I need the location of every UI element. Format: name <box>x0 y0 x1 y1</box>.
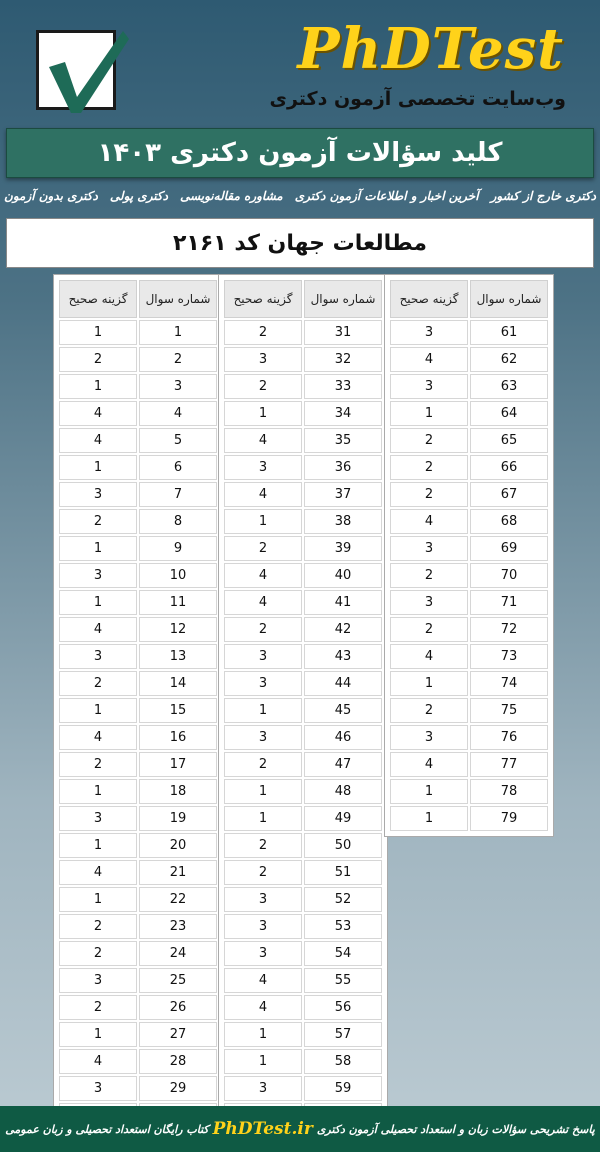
table-row <box>59 455 217 480</box>
answer-table <box>388 278 550 833</box>
answer-cell: 1 <box>224 806 302 831</box>
question-number-cell: 15 <box>139 698 217 723</box>
answer-cell: 4 <box>59 617 137 642</box>
table-row <box>224 401 382 426</box>
question-number-cell: 26 <box>139 995 217 1020</box>
question-number-cell: 70 <box>470 563 548 588</box>
answer-cell: 1 <box>224 1049 302 1074</box>
table-row <box>390 779 548 804</box>
table-row <box>59 536 217 561</box>
question-number-cell: 4 <box>139 401 217 426</box>
table-row <box>224 617 382 642</box>
answer-cell: 2 <box>59 752 137 777</box>
answer-cell: 3 <box>390 536 468 561</box>
question-number-cell: 22 <box>139 887 217 912</box>
answer-cell: 3 <box>390 320 468 345</box>
answer-cell: 3 <box>390 590 468 615</box>
table-row <box>224 968 382 993</box>
site-tagline: وب‌سایت تخصصی آزمون دکتری <box>269 88 566 110</box>
question-number-cell: 54 <box>304 941 382 966</box>
footer-text-left: پاسخ تشریحی سؤالات زبان و استعداد تحصیلی آزمون دکتری <box>316 1122 595 1136</box>
table-row <box>224 671 382 696</box>
question-number-cell: 76 <box>470 725 548 750</box>
answer-cell: 1 <box>59 455 137 480</box>
answer-cell: 2 <box>59 941 137 966</box>
answer-cell: 4 <box>390 752 468 777</box>
table-row <box>59 968 217 993</box>
header-question-number: شماره سوال <box>139 280 217 318</box>
answer-cell: 3 <box>224 347 302 372</box>
question-number-cell: 51 <box>304 860 382 885</box>
table-row <box>224 860 382 885</box>
answer-table-1-30 <box>53 274 223 1134</box>
table-row <box>59 428 217 453</box>
answer-cell: 1 <box>224 1022 302 1047</box>
table-row <box>224 455 382 480</box>
question-number-cell: 25 <box>139 968 217 993</box>
question-number-cell: 66 <box>470 455 548 480</box>
question-number-cell: 47 <box>304 752 382 777</box>
question-number-cell: 44 <box>304 671 382 696</box>
question-number-cell: 14 <box>139 671 217 696</box>
question-number-cell: 6 <box>139 455 217 480</box>
table-row <box>224 1022 382 1047</box>
answer-cell: 1 <box>59 833 137 858</box>
answer-cell: 1 <box>59 779 137 804</box>
question-number-cell: 34 <box>304 401 382 426</box>
table-row <box>59 779 217 804</box>
answer-cell: 1 <box>224 509 302 534</box>
question-number-cell: 1 <box>139 320 217 345</box>
table-row <box>224 374 382 399</box>
question-number-cell: 62 <box>470 347 548 372</box>
answer-cell: 2 <box>390 455 468 480</box>
question-number-cell: 74 <box>470 671 548 696</box>
question-number-cell: 35 <box>304 428 382 453</box>
table-row <box>59 320 217 345</box>
question-number-cell: 69 <box>470 536 548 561</box>
footer-banner[interactable] <box>0 1106 600 1152</box>
table-row <box>224 482 382 507</box>
answer-table-31-60 <box>218 274 388 1134</box>
answer-cell: 1 <box>224 698 302 723</box>
question-number-cell: 72 <box>470 617 548 642</box>
question-number-cell: 55 <box>304 968 382 993</box>
question-number-cell: 36 <box>304 455 382 480</box>
question-number-cell: 43 <box>304 644 382 669</box>
question-number-cell: 40 <box>304 563 382 588</box>
question-number-cell: 24 <box>139 941 217 966</box>
answer-cell: 1 <box>59 887 137 912</box>
question-number-cell: 38 <box>304 509 382 534</box>
answer-cell: 2 <box>390 428 468 453</box>
table-row <box>224 833 382 858</box>
table-row <box>59 401 217 426</box>
table-row <box>390 320 548 345</box>
answer-cell: 1 <box>59 590 137 615</box>
answer-cell: 2 <box>59 509 137 534</box>
table-row <box>224 536 382 561</box>
table-row <box>59 347 217 372</box>
question-number-cell: 16 <box>139 725 217 750</box>
table-row <box>390 374 548 399</box>
answer-cell: 2 <box>224 752 302 777</box>
question-number-cell: 57 <box>304 1022 382 1047</box>
table-row <box>390 806 548 831</box>
table-row <box>390 617 548 642</box>
answer-cell: 3 <box>390 725 468 750</box>
answer-cell: 2 <box>224 617 302 642</box>
answer-cell: 3 <box>390 374 468 399</box>
question-number-cell: 78 <box>470 779 548 804</box>
subject-bar <box>6 218 594 268</box>
header-correct-option: گزینه صحیح <box>390 280 468 318</box>
question-number-cell: 49 <box>304 806 382 831</box>
answer-cell: 1 <box>59 1022 137 1047</box>
answer-cell: 3 <box>59 968 137 993</box>
table-row <box>390 644 548 669</box>
question-number-cell: 19 <box>139 806 217 831</box>
table-row <box>224 941 382 966</box>
header-correct-option: گزینه صحیح <box>59 280 137 318</box>
answer-cell: 3 <box>224 671 302 696</box>
question-number-cell: 53 <box>304 914 382 939</box>
question-number-cell: 45 <box>304 698 382 723</box>
answer-cell: 1 <box>224 401 302 426</box>
table-row <box>59 671 217 696</box>
answer-cell: 2 <box>224 860 302 885</box>
answer-cell: 2 <box>390 698 468 723</box>
question-number-cell: 52 <box>304 887 382 912</box>
footer-text-right: کتاب رایگان استعداد تحصیلی و زبان عمومی <box>5 1122 209 1136</box>
question-number-cell: 32 <box>304 347 382 372</box>
nav-link-news[interactable]: آخرین اخبار و اطلاعات آزمون دکتری <box>294 189 479 203</box>
question-number-cell: 31 <box>304 320 382 345</box>
answer-cell: 4 <box>224 563 302 588</box>
answer-cell: 4 <box>224 968 302 993</box>
footer-brand[interactable]: PhDTest.ir <box>212 1119 313 1139</box>
answer-table <box>57 278 219 1130</box>
question-number-cell: 63 <box>470 374 548 399</box>
question-number-cell: 9 <box>139 536 217 561</box>
answer-cell: 1 <box>59 536 137 561</box>
nav-link-no-exam[interactable]: دکتری بدون آزمون <box>4 189 98 203</box>
table-row <box>59 1076 217 1101</box>
nav-link-abroad[interactable]: دکتری خارج از کشور <box>490 189 596 203</box>
table-row <box>390 428 548 453</box>
answer-cell: 3 <box>224 644 302 669</box>
table-row <box>59 995 217 1020</box>
question-number-cell: 56 <box>304 995 382 1020</box>
table-row <box>224 644 382 669</box>
table-row <box>390 590 548 615</box>
question-number-cell: 29 <box>139 1076 217 1101</box>
table-row <box>59 374 217 399</box>
table-row <box>224 752 382 777</box>
answer-cell: 4 <box>390 509 468 534</box>
question-number-cell: 59 <box>304 1076 382 1101</box>
answer-cell: 3 <box>224 725 302 750</box>
table-row <box>390 698 548 723</box>
table-row <box>224 887 382 912</box>
table-row <box>224 428 382 453</box>
table-row <box>224 1076 382 1101</box>
table-row <box>390 671 548 696</box>
question-number-cell: 68 <box>470 509 548 534</box>
answer-cell: 4 <box>224 428 302 453</box>
question-number-cell: 64 <box>470 401 548 426</box>
answer-cell: 1 <box>59 374 137 399</box>
table-row <box>390 509 548 534</box>
answer-cell: 4 <box>59 1049 137 1074</box>
table-row <box>59 887 217 912</box>
answer-cell: 4 <box>59 860 137 885</box>
table-row <box>59 509 217 534</box>
header-correct-option: گزینه صحیح <box>224 280 302 318</box>
answer-cell: 2 <box>224 374 302 399</box>
table-row <box>59 860 217 885</box>
answer-cell: 2 <box>224 833 302 858</box>
answer-cell: 3 <box>224 914 302 939</box>
table-row <box>224 563 382 588</box>
table-row <box>390 347 548 372</box>
table-row <box>59 833 217 858</box>
table-row <box>59 752 217 777</box>
question-number-cell: 8 <box>139 509 217 534</box>
header-question-number: شماره سوال <box>304 280 382 318</box>
table-row <box>390 563 548 588</box>
question-number-cell: 67 <box>470 482 548 507</box>
table-row <box>224 914 382 939</box>
question-number-cell: 65 <box>470 428 548 453</box>
question-number-cell: 12 <box>139 617 217 642</box>
answer-cell: 2 <box>59 671 137 696</box>
question-number-cell: 7 <box>139 482 217 507</box>
answer-cell: 1 <box>390 806 468 831</box>
table-row <box>59 725 217 750</box>
table-header-row <box>390 280 548 318</box>
question-number-cell: 3 <box>139 374 217 399</box>
question-number-cell: 50 <box>304 833 382 858</box>
answer-cell: 4 <box>59 428 137 453</box>
question-number-cell: 42 <box>304 617 382 642</box>
subject-title: مطالعات جهان کد ۲۱۶۱ <box>173 230 427 256</box>
question-number-cell: 48 <box>304 779 382 804</box>
table-row <box>390 455 548 480</box>
table-row <box>390 401 548 426</box>
answer-cell: 3 <box>59 482 137 507</box>
answer-cell: 3 <box>224 455 302 480</box>
question-number-cell: 41 <box>304 590 382 615</box>
nav-link-article-consulting[interactable]: مشاوره مقاله‌نویسی <box>180 189 283 203</box>
table-row <box>224 779 382 804</box>
header-question-number: شماره سوال <box>470 280 548 318</box>
table-row <box>224 995 382 1020</box>
nav-links <box>4 189 596 215</box>
table-header-row <box>224 280 382 318</box>
answer-cell: 1 <box>59 320 137 345</box>
answer-cell: 4 <box>224 482 302 507</box>
table-row <box>224 1049 382 1074</box>
table-row <box>224 590 382 615</box>
answer-cell: 3 <box>224 887 302 912</box>
table-header-row <box>59 280 217 318</box>
answer-cell: 3 <box>59 644 137 669</box>
question-number-cell: 17 <box>139 752 217 777</box>
answer-cell: 2 <box>224 320 302 345</box>
answer-cell: 2 <box>59 347 137 372</box>
question-number-cell: 11 <box>139 590 217 615</box>
answer-cell: 4 <box>59 725 137 750</box>
answer-cell: 1 <box>390 401 468 426</box>
table-row <box>390 725 548 750</box>
table-row <box>59 806 217 831</box>
table-row <box>224 509 382 534</box>
question-number-cell: 18 <box>139 779 217 804</box>
question-number-cell: 46 <box>304 725 382 750</box>
table-row <box>59 644 217 669</box>
answer-cell: 1 <box>224 779 302 804</box>
answer-cell: 2 <box>390 563 468 588</box>
question-number-cell: 20 <box>139 833 217 858</box>
answer-cell: 3 <box>224 941 302 966</box>
table-row <box>224 320 382 345</box>
table-row <box>390 482 548 507</box>
question-number-cell: 73 <box>470 644 548 669</box>
brand-logo-text[interactable]: PhDTest <box>297 16 564 82</box>
question-number-cell: 71 <box>470 590 548 615</box>
answer-table <box>222 278 384 1130</box>
answer-cell: 2 <box>224 536 302 561</box>
table-row <box>390 536 548 561</box>
question-number-cell: 28 <box>139 1049 217 1074</box>
answer-cell: 2 <box>59 995 137 1020</box>
question-number-cell: 77 <box>470 752 548 777</box>
question-number-cell: 10 <box>139 563 217 588</box>
question-number-cell: 61 <box>470 320 548 345</box>
question-number-cell: 79 <box>470 806 548 831</box>
table-row <box>224 725 382 750</box>
question-number-cell: 33 <box>304 374 382 399</box>
answer-cell: 3 <box>59 563 137 588</box>
page-title: کلید سؤالات آزمون دکتری ۱۴۰۳ <box>97 138 503 168</box>
table-row <box>59 590 217 615</box>
nav-link-paid[interactable]: دکتری پولی <box>109 189 168 203</box>
answer-cell: 4 <box>59 401 137 426</box>
table-row <box>59 563 217 588</box>
question-number-cell: 75 <box>470 698 548 723</box>
answer-cell: 1 <box>59 698 137 723</box>
answer-cell: 1 <box>390 671 468 696</box>
question-number-cell: 27 <box>139 1022 217 1047</box>
answer-cell: 4 <box>390 347 468 372</box>
question-number-cell: 21 <box>139 860 217 885</box>
question-number-cell: 37 <box>304 482 382 507</box>
table-row <box>224 347 382 372</box>
table-row <box>224 698 382 723</box>
answer-cell: 4 <box>224 590 302 615</box>
answer-cell: 2 <box>59 914 137 939</box>
answer-cell: 4 <box>224 995 302 1020</box>
question-number-cell: 39 <box>304 536 382 561</box>
table-row <box>224 806 382 831</box>
table-row <box>59 914 217 939</box>
answer-cell: 3 <box>59 1076 137 1101</box>
page-title-bar <box>6 128 594 178</box>
answer-cell: 4 <box>390 644 468 669</box>
site-header <box>0 0 600 128</box>
answer-cell: 2 <box>390 482 468 507</box>
table-row <box>59 1022 217 1047</box>
table-row <box>390 752 548 777</box>
question-number-cell: 2 <box>139 347 217 372</box>
table-row <box>59 941 217 966</box>
logo-checkmark-icon[interactable] <box>36 30 116 110</box>
answer-cell: 3 <box>224 1076 302 1101</box>
table-row <box>59 1049 217 1074</box>
answer-cell: 1 <box>390 779 468 804</box>
question-number-cell: 58 <box>304 1049 382 1074</box>
answer-cell: 2 <box>390 617 468 642</box>
answer-table-61-80 <box>384 274 554 837</box>
question-number-cell: 13 <box>139 644 217 669</box>
table-row <box>59 482 217 507</box>
table-row <box>59 617 217 642</box>
question-number-cell: 5 <box>139 428 217 453</box>
table-row <box>59 698 217 723</box>
question-number-cell: 23 <box>139 914 217 939</box>
answer-cell: 3 <box>59 806 137 831</box>
